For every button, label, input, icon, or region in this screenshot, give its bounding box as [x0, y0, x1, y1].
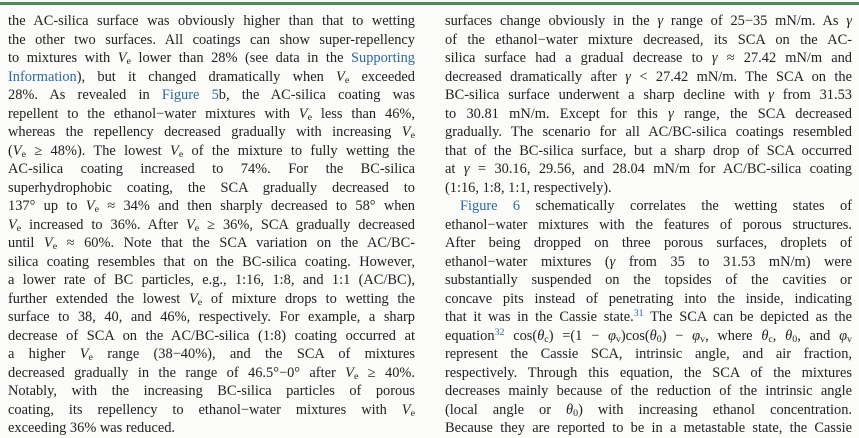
text-span: e	[88, 352, 93, 364]
text-span: V	[43, 235, 53, 251]
text-line	[8, 216, 415, 235]
text-span: ), but it changed dramatically when	[76, 68, 337, 85]
text-span: ≥ 40%.	[358, 364, 415, 381]
text-span: V	[8, 216, 17, 233]
text-line	[8, 142, 415, 161]
text-line	[445, 197, 852, 216]
text-span: e	[410, 130, 415, 142]
text-line	[445, 401, 852, 420]
text-span: θ	[566, 401, 574, 418]
text-line	[445, 142, 852, 161]
text-span: The SCA can be depicted as the	[643, 309, 852, 325]
text-span: ≥ 36%, SCA gradually decreased	[199, 216, 415, 233]
text-span: , and	[797, 327, 840, 344]
text-span: until	[8, 235, 44, 251]
text-span: Because they are reported to be in a metastable state, the Cassie	[445, 420, 852, 436]
text-line	[8, 327, 415, 346]
text-span: v	[700, 333, 706, 345]
text-span: c	[768, 333, 773, 345]
text-line	[8, 12, 415, 31]
text-span: γ	[768, 87, 774, 103]
text-span: from 35 to 31.53 mN/m) were	[615, 253, 852, 270]
text-span: of the ethanol−water mixture decreased, its SCA on the AC-	[445, 31, 852, 48]
text-span: ) −	[661, 327, 693, 344]
text-line	[445, 105, 852, 124]
text-span: from 31.53	[773, 87, 852, 103]
text-span: silica surface had a gradual decrease to	[445, 50, 712, 66]
text-span: V	[12, 142, 22, 159]
text-span: (local angle or	[445, 401, 567, 418]
text-span: range, the SCA decreased	[673, 105, 852, 122]
reference-32-link[interactable]: 32	[494, 326, 505, 338]
text-span: V	[170, 142, 179, 159]
supporting-information-link[interactable]: Supporting	[351, 50, 415, 66]
text-span: ≈ 34% and then sharply decreased to 58° when	[99, 198, 415, 214]
text-span: the AC-silica surface was obviously higher than that to wetting	[8, 13, 415, 29]
text-span: (	[8, 142, 13, 159]
text-span: lower than 28% (see data in the	[130, 50, 352, 66]
text-span: e	[307, 111, 312, 123]
text-span: e	[194, 222, 200, 234]
text-span: coating, its repellency to ethanol−water mixtures with	[8, 401, 402, 418]
text-line	[8, 401, 415, 420]
text-span: e	[178, 148, 184, 160]
text-line	[8, 123, 415, 142]
text-line	[445, 216, 852, 235]
text-span: e	[52, 241, 58, 253]
text-span: silica coating resembles that on the BC-silica coating. However,	[8, 253, 415, 270]
text-span: θ	[537, 327, 545, 344]
text-span: 0	[792, 333, 798, 345]
text-span: superhydrophobic coating, the SCA gradually decreased to	[8, 179, 415, 196]
text-span: V	[85, 198, 95, 214]
text-span: further extended the lowest	[8, 290, 189, 307]
text-line	[8, 364, 415, 383]
text-span: decreases mainly because of the reduction of the intrinsic angle	[445, 383, 852, 399]
text-span: that it was in the Cassie state.	[445, 309, 634, 325]
text-span: ≈ 27.42 mN/m and	[717, 50, 852, 66]
text-span: V	[401, 124, 411, 140]
text-span: exceeded	[349, 68, 415, 85]
text-line	[445, 49, 852, 68]
text-span: (1:16, 1:8, 1:1, respectively).	[445, 179, 612, 196]
text-span: θ	[761, 327, 769, 344]
text-span: V	[79, 346, 89, 362]
text-column-left	[8, 12, 415, 438]
text-line	[445, 68, 852, 87]
text-span: φ	[607, 327, 616, 344]
text-span: ethanol−water mixtures with the features of porous structures.	[445, 216, 852, 233]
text-span: e	[16, 222, 22, 234]
text-span: BC-silica surface underwent a sharp decline with	[445, 87, 769, 103]
text-span: to mixtures with	[8, 50, 118, 66]
text-span: decreased gradually in the range of 46.5°−0° after	[8, 364, 346, 381]
text-span: v	[847, 333, 852, 345]
text-line	[445, 382, 852, 401]
text-span: ≥ 48%). The lowest	[26, 142, 171, 159]
figure-5-link[interactable]: Figure 5	[161, 87, 219, 103]
text-span: surfaces change obviously in the	[445, 13, 658, 29]
text-span: = 30.16, 29.56, and 28.04 mN/m for AC/BC-silica coating	[469, 161, 852, 177]
text-line	[8, 345, 415, 364]
text-line	[445, 364, 852, 383]
text-line	[8, 382, 415, 401]
figure-6-link[interactable]: Figure 6	[460, 198, 521, 214]
text-span: increased to 36%. After	[21, 216, 186, 233]
text-line	[8, 253, 415, 272]
text-span: < 27.42 mN/m. The SCA on the	[630, 68, 852, 85]
text-span: gradually. The scenario for all AC/BC-silica coatings resembled	[445, 124, 852, 140]
text-span: ethanol−water mixtures (	[445, 253, 610, 270]
text-span: e	[126, 56, 131, 68]
text-span: V	[189, 290, 198, 307]
text-span: that of the BC-silica surface, but a sharp drop of SCA occurred	[445, 142, 852, 159]
text-span: 28%. As revealed in	[8, 87, 162, 103]
text-line	[445, 234, 852, 253]
text-span: 137° up to	[8, 198, 86, 214]
text-span: V	[298, 105, 308, 122]
text-span: e	[94, 204, 99, 216]
text-line	[8, 290, 415, 309]
reference-31-link[interactable]: 31	[633, 308, 644, 320]
text-span: concave pits instead of penetrating into the inside, indicating	[445, 290, 852, 307]
text-span: V	[345, 364, 354, 381]
text-span: Notably, with the increasing BC-silica particles of porous	[8, 383, 415, 399]
text-line	[445, 31, 852, 50]
text-line	[445, 308, 852, 327]
text-span: ) with increasing ethanol concentration.	[578, 401, 852, 418]
text-span: respectively. Through this equation, the SCA of the mixtures	[445, 364, 852, 381]
text-span: represent the Cassie SCA, intrinsic angle, and air fraction,	[445, 346, 852, 362]
text-span: decreased dramatically after	[445, 68, 626, 85]
text-span: V	[401, 401, 411, 418]
text-span: range of 25−35 mN/m. As	[663, 13, 847, 29]
text-line	[445, 419, 852, 438]
text-span: the other two surfaces. All coatings can show super-repellency	[8, 31, 415, 48]
text-span: e	[344, 74, 350, 86]
text-span: exceeding 36% was reduced.	[8, 420, 176, 436]
text-line	[8, 234, 415, 253]
text-line	[8, 31, 415, 50]
text-span: less than 46%,	[312, 105, 415, 122]
text-span: ≈ 60%. Note that the SCA variation on the AC/BC-	[57, 235, 415, 251]
text-span: ,	[772, 327, 786, 344]
text-line	[8, 308, 415, 327]
text-line	[445, 327, 852, 346]
supporting-information-link[interactable]: Information	[8, 68, 77, 85]
text-span: γ	[657, 13, 664, 29]
text-line	[8, 419, 415, 438]
text-span: 0	[573, 407, 579, 419]
text-line	[445, 123, 852, 142]
text-span: θ	[649, 327, 657, 344]
text-line	[8, 49, 415, 68]
text-line	[445, 345, 852, 364]
text-line	[445, 160, 852, 179]
text-span: a lower rate of BC particles, e.g., 1:16, 1:8, and 1:1 (AC/BC),	[8, 272, 415, 288]
text-line	[8, 271, 415, 290]
text-line	[8, 179, 415, 198]
text-span: e	[21, 148, 26, 160]
top-rule-divider	[0, 2, 859, 5]
text-span: range (38−40%), and the SCA of mixtures	[92, 346, 415, 362]
text-line	[8, 197, 415, 216]
text-span: φ	[839, 327, 848, 344]
text-line	[445, 290, 852, 309]
text-span: repellent to the ethanol−water mixtures with	[8, 105, 299, 122]
text-span: equation	[445, 327, 495, 344]
text-span: φ	[692, 327, 701, 344]
text-span: c	[544, 333, 549, 345]
text-line	[8, 86, 415, 105]
text-span: γ	[463, 161, 470, 177]
text-span: e	[353, 370, 359, 382]
text-span: γ	[711, 50, 718, 66]
text-span: γ	[625, 68, 631, 85]
text-line	[445, 179, 852, 198]
text-span: a higher	[8, 346, 80, 362]
text-span: of the mixture to fully wetting the	[183, 142, 415, 159]
text-span: After being dropped on three porous surfaces, droplets of	[445, 235, 852, 251]
text-span: surface to 38, 40, and 46%, respectively. For example, a sharp	[8, 309, 415, 325]
text-line	[445, 271, 852, 290]
text-span: AC-silica coating increased to 74%. For the BC-silica	[8, 161, 415, 177]
text-span: γ	[846, 13, 852, 29]
text-span: to 30.81 mN/m. Except for this	[445, 105, 669, 122]
text-span: e	[197, 296, 203, 308]
text-span: )cos(	[620, 327, 650, 344]
text-span: γ	[668, 105, 674, 122]
text-span: cos(	[504, 327, 538, 344]
text-line	[445, 12, 852, 31]
text-span: e	[410, 407, 415, 419]
text-span: decrease of SCA on the AC/BC-silica (1:8) coating occurred at	[8, 327, 415, 344]
text-span: θ	[785, 327, 793, 344]
text-span: whereas the repellency decreased gradually with increasing	[8, 124, 402, 140]
text-line	[445, 253, 852, 272]
text-span: V	[336, 68, 345, 85]
text-span: b, the AC-silica coating was	[218, 87, 415, 103]
text-span: γ	[609, 253, 616, 270]
text-span: schematically correlates the wetting states of	[520, 198, 852, 214]
text-span: , where	[705, 327, 762, 344]
text-span: ) =(1 −	[548, 327, 608, 344]
text-line	[8, 68, 415, 87]
text-span: V	[185, 216, 195, 233]
text-span: substantially suspended on the topsides of the cavities or	[445, 272, 852, 288]
text-line	[445, 86, 852, 105]
text-column-right	[445, 12, 852, 438]
text-span: at	[445, 161, 464, 177]
text-span: 0	[656, 333, 662, 345]
text-line	[8, 160, 415, 179]
text-span: v	[615, 333, 621, 345]
text-line	[8, 105, 415, 124]
text-span: of mixture drops to wetting the	[202, 290, 415, 307]
text-span: V	[117, 50, 127, 66]
